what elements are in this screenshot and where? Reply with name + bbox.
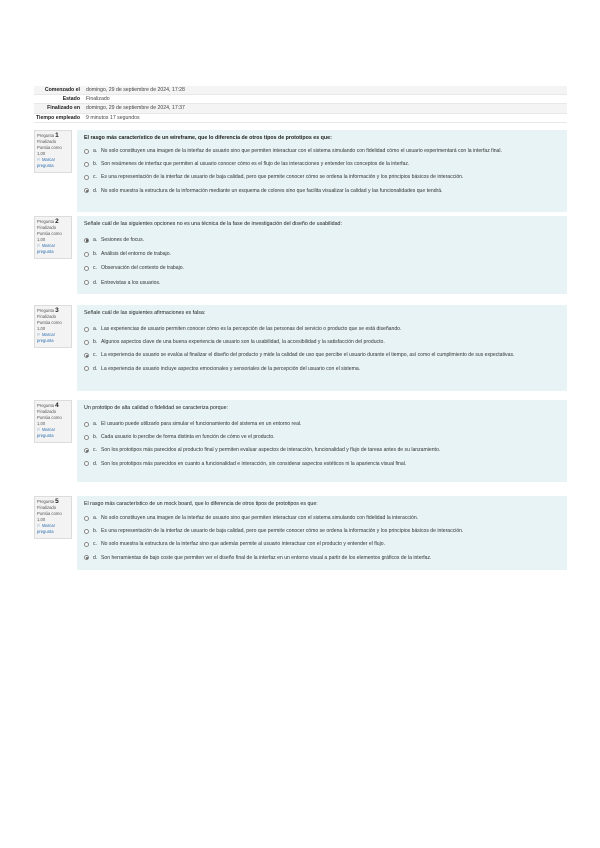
question-text: Señale cuál de las siguientes afirmaciones es falsa: [84,310,206,316]
flag-label: Marcar pregunta [37,157,55,168]
answer-option[interactable] [84,434,560,440]
answer-letter: a. [93,421,98,427]
radio-button[interactable] [84,280,89,285]
radio-button-selected[interactable] [84,555,89,560]
radio-button-selected[interactable] [84,448,89,453]
answer-letter: c. [93,352,97,359]
answer-letter: a. [93,148,98,154]
question-state: Finalizado [37,225,57,230]
question-number-prefix: Pregunta [37,403,54,408]
flag-icon: ⚐ [37,157,41,162]
question-text: El rasgo más característico de un wireframe, que lo diferencia de otros tipos de prototipos es que: [84,135,332,141]
question-number-prefix: Pregunta [37,308,54,313]
question-content [77,130,567,212]
flag-question-link[interactable] [37,332,69,344]
summary-value: domingo, 29 de septiembre de 2024, 17:37 [86,105,185,112]
answer-text: La experiencia de usuario se evalúa al finalizar el diseño del producto y mide la calidad de uso que percibe el usuario durante el tiempo, así como el cumplimiento de sus expectativas. [101,352,515,359]
question-info [34,496,72,539]
flag-question-link[interactable] [37,157,69,169]
answer-letter: a. [93,237,98,243]
question-score: Puntúa como 1,00 [37,320,62,331]
radio-button[interactable] [84,175,89,180]
flag-icon: ⚐ [37,243,41,248]
answer-option[interactable] [84,280,560,286]
radio-button[interactable] [84,422,89,427]
question-state: Finalizado [37,139,57,144]
answer-option[interactable] [84,421,560,427]
summary-row-time [34,114,567,123]
question-score: Puntúa como 1,00 [37,231,62,242]
answer-text: Es una representación de la interfaz de usuario de baja calidad, pero que permite conocer cómo se ordena la información y los principios básicos de interacción. [101,528,464,535]
answer-text: Son herramientas de bajo coste que permiten ver el diseño final de la interfaz en un entorno visual a partir de los elementos gráficos de la interfaz. [101,554,432,561]
question-content [77,496,567,570]
answer-text: No solo muestra la estructura de la información mediante un esquema de colores sino que facilita visualizar la calidad y las funcionalidades que tendrá. [101,187,443,194]
question-content [77,400,567,482]
summary-label: Estado [62,96,80,103]
answer-letter: c. [93,265,97,272]
answer-text: Son los prototipos más parecidos en cuanto a funcionalidad e interacción, sin considerar aspectos estéticos ni la apariencia visual final. [101,460,407,467]
answer-letter: b. [93,251,98,258]
answer-text: Algunos aspectos clave de una buena experiencia de usuario son la usabilidad, la accesibilidad y la satisfacción del producto. [101,339,385,346]
radio-button[interactable] [84,252,89,257]
question-info [34,216,72,259]
flag-icon: ⚐ [37,332,41,337]
answer-letter: b. [93,339,98,346]
radio-button-selected[interactable] [84,353,89,358]
question-text: El rasgo más característico de un mock board, que lo diferencia de otros tipos de prototipos es que: [84,501,318,507]
flag-label: Marcar pregunta [37,427,55,438]
answer-text: No solo constituyen una imagen de la interfaz de usuario sino que permiten interactuar con el sistema simulando con fidelidad cómo el usuario experimentará con la interfaz final. [101,148,502,154]
question-state: Finalizado [37,505,57,510]
answer-text: No solo constituyen una imagen de la interfaz de usuario sino que permiten interactuar con el sistema simulando con fidelidad la interacción. [101,515,419,521]
answer-letter: d. [93,187,98,194]
answer-letter: a. [93,515,98,521]
answer-option[interactable] [84,541,560,547]
answer-letter: d. [93,460,98,467]
summary-row-state [34,95,567,104]
radio-button[interactable] [84,529,89,534]
question-score: Puntúa como 1,00 [37,145,62,156]
answer-text: Las experiencias de usuario permiten conocer cómo es la percepción de las personas del servicio o producto que se está diseñando. [101,326,402,332]
flag-question-link[interactable] [37,427,69,439]
summary-label: Finalizado en [47,105,80,112]
answer-option[interactable] [84,237,560,243]
answer-text: Son resúmenes de interfaz que permiten al usuario conocer cómo es el flujo de las interacciones y entender los conceptos de la interfaz. [101,161,410,168]
flag-label: Marcar pregunta [37,243,55,254]
answer-letter: c. [93,174,97,181]
question-score: Puntúa como 1,00 [37,415,62,426]
question-info [34,400,72,443]
question-score: Puntúa como 1,00 [37,511,62,522]
answer-option[interactable] [84,528,560,534]
question-number-value: 4 [55,402,59,409]
question-text: Un prototipo de alta calidad o fidelidad se caracteriza porque: [84,405,228,411]
question-info [34,130,72,173]
attempt-summary [34,86,567,123]
radio-button[interactable] [84,162,89,167]
answer-letter: d. [93,365,98,372]
answer-text: La experiencia de usuario incluye aspectos emocionales y sensoriales de la percepción del usuario con el sistema. [101,365,361,372]
summary-label: Tiempo empleado [35,114,80,121]
answer-option[interactable] [84,188,560,194]
question-number-prefix: Pregunta [37,499,54,504]
answer-option[interactable] [84,174,560,180]
question-content [77,216,567,294]
radio-button[interactable] [84,461,89,466]
answer-option[interactable] [84,366,560,372]
flag-icon: ⚐ [37,523,41,528]
answer-letter: b. [93,434,98,441]
question-number-value: 1 [55,132,59,139]
answer-text: Es una representación de la interfaz de usuario de baja calidad, pero que permite conocer cómo se ordena la información y los principios básicos de interacción. [101,174,464,181]
question-number-prefix: Pregunta [37,133,54,138]
flag-label: Marcar pregunta [37,332,55,343]
radio-button-selected[interactable] [84,188,89,193]
summary-value: domingo, 29 de septiembre de 2024, 17:28 [86,87,185,93]
answer-letter: c. [93,541,97,548]
question-state: Finalizado [37,409,57,414]
summary-value: 9 minutos 17 segundos [86,114,140,121]
question-info [34,305,72,348]
radio-button[interactable] [84,266,89,271]
answer-text: Cada usuario lo percibe de forma distinta en función de cómo ve el producto. [101,434,275,441]
summary-row-started [34,86,567,95]
radio-button[interactable] [84,340,89,345]
flag-icon: ⚐ [37,427,41,432]
answer-text: El usuario puede utilizarlo para simular el funcionamiento del sistema en un entorno real. [101,421,302,427]
answer-letter: c. [93,447,97,454]
question-state: Finalizado [37,314,57,319]
radio-button[interactable] [84,435,89,440]
answer-option[interactable] [84,148,560,154]
radio-button[interactable] [84,542,89,547]
summary-row-finished [34,104,567,113]
answer-text: Análisis del entorno de trabajo. [101,251,171,258]
answer-text: Observación del contexto de trabajo. [101,265,184,272]
answer-text: Entrevistas a los usuarios. [101,279,161,286]
question-content [77,305,567,391]
flag-question-link[interactable] [37,243,69,255]
answer-option[interactable] [84,515,560,521]
answer-option[interactable] [84,265,560,271]
radio-button[interactable] [84,149,89,154]
radio-button[interactable] [84,327,89,332]
answer-letter: a. [93,326,98,332]
answer-text: Son los prototipos más parecidos al producto final y permiten evaluar aspectos de interacción, funcionalidad y flujo de tareas antes de su lanzamiento. [101,447,441,454]
answer-letter: d. [93,279,98,286]
answer-option[interactable] [84,326,560,332]
answer-option[interactable] [84,161,560,167]
radio-button[interactable] [84,516,89,521]
answer-text: Sesiones de focus. [101,237,145,243]
flag-question-link[interactable] [37,523,69,535]
answer-option[interactable] [84,555,560,561]
question-text: Señale cuál de las siguientes opciones no es una técnica de la fase de investigación del diseño de usabilidad: [84,221,342,227]
answer-letter: b. [93,528,98,535]
answer-option[interactable] [84,251,560,257]
summary-label: Comenzado el [44,87,80,93]
answer-letter: d. [93,554,98,561]
radio-button-selected[interactable] [84,238,89,243]
answer-option[interactable] [84,352,560,358]
question-number-prefix: Pregunta [37,219,54,224]
answer-letter: b. [93,161,98,168]
answer-option[interactable] [84,447,560,453]
answer-option[interactable] [84,339,560,345]
question-number-value: 3 [55,307,59,314]
question-number-value: 5 [55,498,59,505]
answer-text: No solo muestra la estructura de la interfaz sino que además permite al usuario interactuar con el producto y entender el flujo. [101,541,385,548]
question-number-value: 2 [55,218,59,225]
answer-option[interactable] [84,461,560,467]
summary-value: Finalizado [86,96,110,103]
flag-label: Marcar pregunta [37,523,55,534]
radio-button[interactable] [84,366,89,371]
